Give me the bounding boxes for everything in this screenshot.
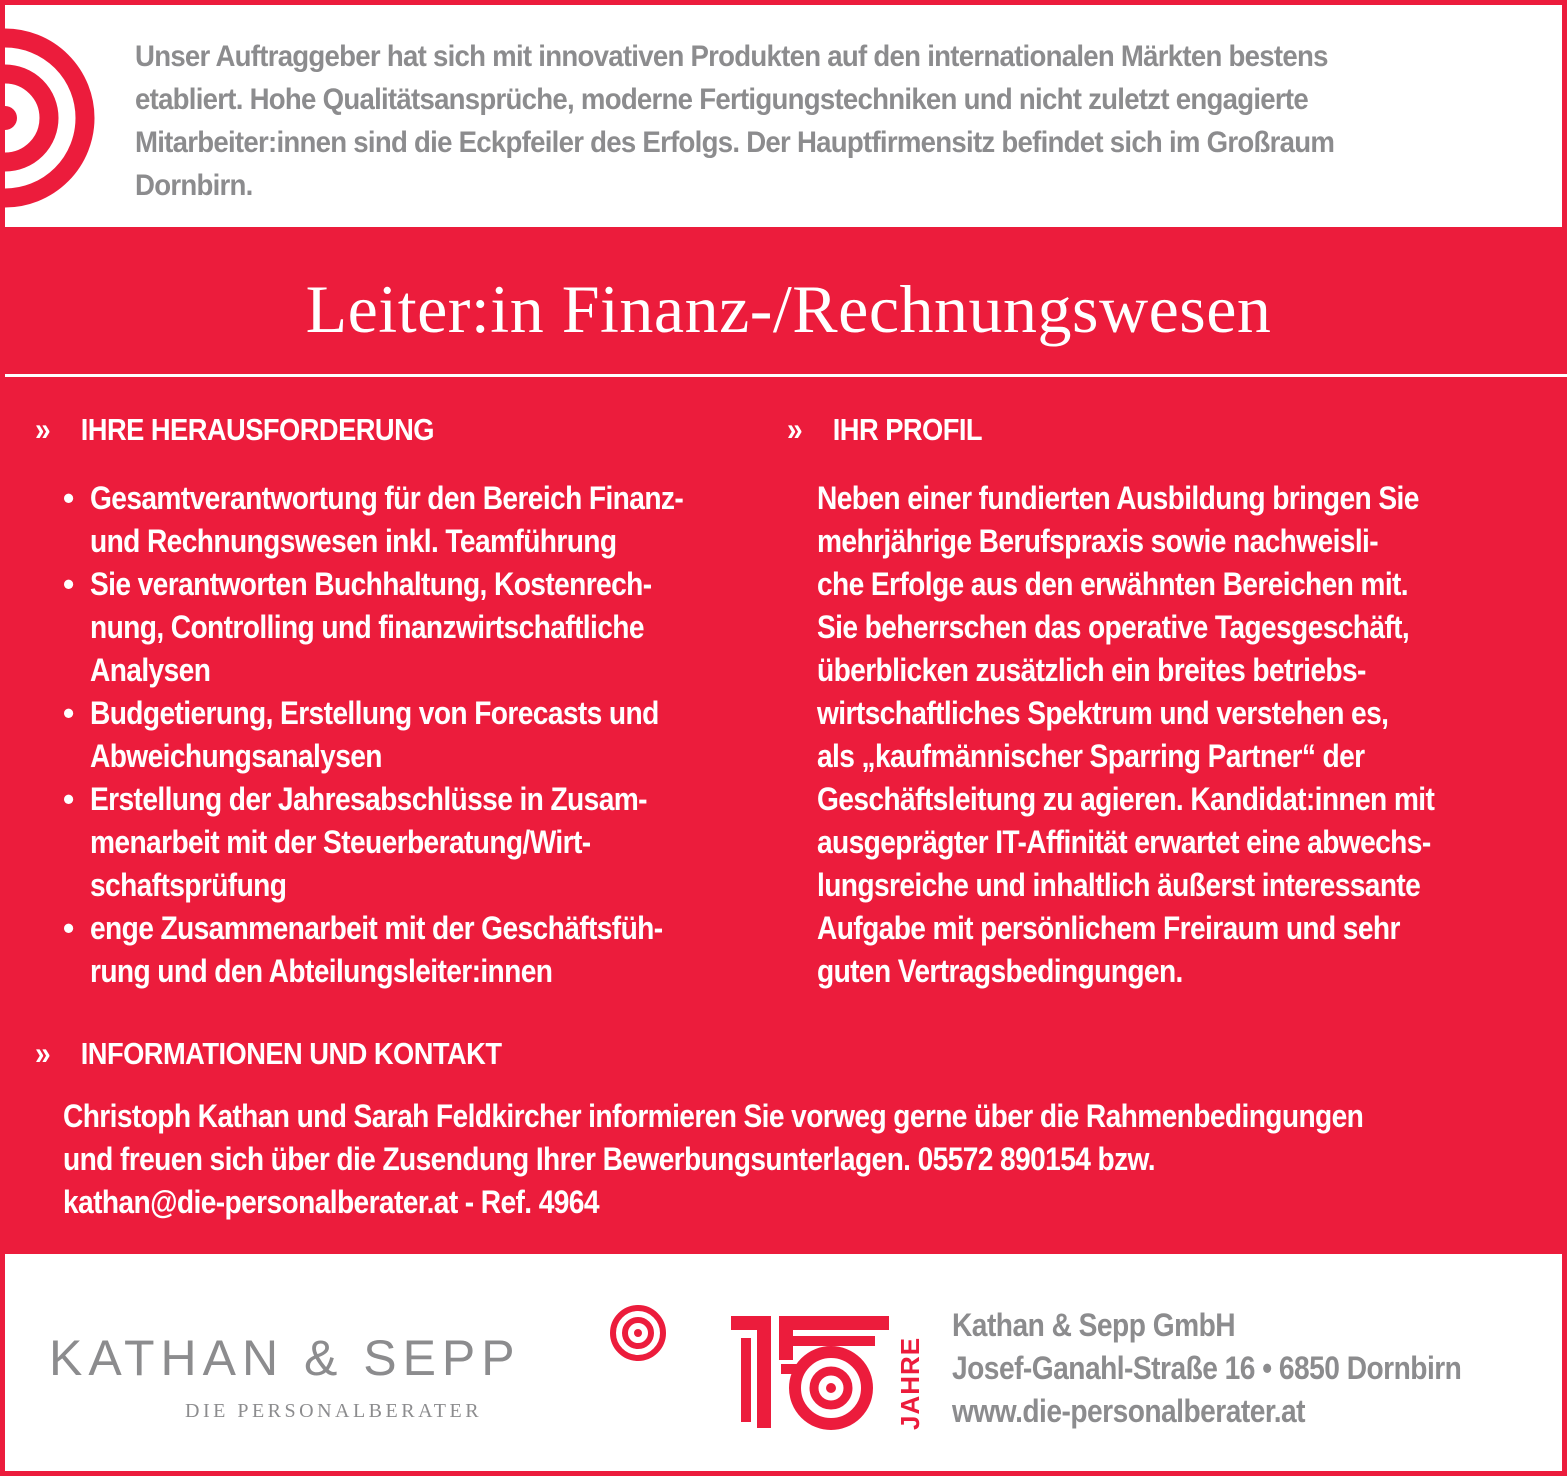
profile-line: ausgeprägter IT-Affinität erwartet eine abwechs- bbox=[817, 824, 1431, 860]
red-content-block bbox=[5, 227, 1567, 1254]
intro-text bbox=[135, 35, 1432, 207]
challenge-heading bbox=[35, 409, 434, 450]
profile-line: lungsreiche und inhaltlich äußerst interessante bbox=[817, 867, 1421, 903]
chevron-icon: » bbox=[35, 411, 51, 447]
contact-line: und freuen sich über die Zusendung Ihrer Bewerbungsunterlagen. 05572 890154 bzw. bbox=[63, 1141, 1156, 1177]
job-title: Leiter:in Finanz-/Rechnungswesen bbox=[305, 271, 1272, 347]
bullet-icon: • bbox=[63, 781, 74, 817]
intro-line: Dornbirn. bbox=[135, 169, 253, 202]
profile-line: überblicken zusätzlich ein breites betriebs- bbox=[817, 652, 1366, 688]
intro-line: etabliert. Hohe Qualitätsansprüche, moderne Fertigungstechniken und nicht zuletzt engagierte bbox=[135, 83, 1308, 116]
list-item-line: Erstellung der Jahresabschlüsse in Zusam- bbox=[90, 781, 647, 817]
anniversary-number-graphic bbox=[731, 1316, 889, 1428]
title-band bbox=[5, 227, 1567, 377]
intro-line: Mitarbeiter:innen sind die Eckpfeiler des Erfolgs. Der Hauptfirmensitz befindet sich im Großraum bbox=[135, 126, 1335, 159]
profile-text bbox=[817, 477, 1537, 993]
contact-heading bbox=[35, 1033, 501, 1074]
contact-line: Christoph Kathan und Sarah Feldkircher informieren Sie vorweg gerne über die Rahmenbedingungen bbox=[63, 1098, 1364, 1134]
address-line: Kathan & Sepp GmbH bbox=[952, 1307, 1236, 1343]
profile-line: als „kaufmännischer Sparring Partner“ der bbox=[817, 738, 1365, 774]
intro-section bbox=[5, 5, 1567, 227]
contact-heading-label: INFORMATIONEN UND KONTAKT bbox=[80, 1036, 502, 1071]
list-item-line: Analysen bbox=[90, 652, 211, 688]
profile-line: che Erfolge aus den erwähnten Bereichen mit. bbox=[817, 566, 1409, 602]
anniversary-word: JAHRE bbox=[895, 1336, 925, 1430]
footer bbox=[5, 1254, 1567, 1476]
profile-line: Geschäftsleitung zu agieren. Kandidat:innen mit bbox=[817, 781, 1435, 817]
company-logo-subtitle: DIE PERSONALBERATER bbox=[185, 1400, 483, 1422]
contact-line: kathan@die-personalberater.at - Ref. 4964 bbox=[63, 1184, 599, 1220]
bullet-icon: • bbox=[63, 480, 74, 516]
company-logo-name: KATHAN & SEPP bbox=[49, 1330, 521, 1386]
intro-line: Unser Auftraggeber hat sich mit innovativen Produkten auf den internationalen Märkten bestens bbox=[135, 40, 1328, 73]
profile-line: guten Vertragsbedingungen. bbox=[817, 953, 1183, 989]
list-item-line: Gesamtverantwortung für den Bereich Finanz- bbox=[90, 480, 684, 516]
list-item bbox=[63, 563, 823, 692]
challenge-heading-label: IHRE HERAUSFORDERUNG bbox=[80, 412, 434, 447]
list-item-line: schaftsprüfung bbox=[90, 867, 287, 903]
list-item-line: menarbeit mit der Steuerberatung/Wirt- bbox=[90, 824, 591, 860]
profile-heading-label: IHR PROFIL bbox=[832, 412, 983, 447]
list-item bbox=[63, 692, 823, 778]
list-item bbox=[63, 477, 823, 563]
website-link[interactable]: www.die-personalberater.at bbox=[952, 1393, 1305, 1429]
profile-line: Sie beherrschen das operative Tagesgeschäft, bbox=[817, 609, 1410, 645]
list-item bbox=[63, 778, 823, 907]
challenge-list bbox=[63, 477, 823, 993]
profile-line: wirtschaftliches Spektrum und verstehen es, bbox=[817, 695, 1389, 731]
target-logo-icon bbox=[5, 23, 100, 213]
profile-line: Neben einer fundierten Ausbildung bringen Sie bbox=[817, 480, 1419, 516]
contact-text bbox=[63, 1095, 1543, 1224]
list-item-line: Budgetierung, Erstellung von Forecasts und bbox=[90, 695, 659, 731]
bullet-icon: • bbox=[63, 566, 74, 602]
profile-line: Aufgabe mit persönlichem Freiraum und sehr bbox=[817, 910, 1400, 946]
chevron-icon: » bbox=[35, 1035, 51, 1071]
list-item-line: Abweichungsanalysen bbox=[90, 738, 382, 774]
company-address bbox=[952, 1304, 1531, 1433]
profile-heading bbox=[787, 409, 982, 450]
list-item-line: Sie verantworten Buchhaltung, Kostenrech- bbox=[90, 566, 652, 602]
address-line: Josef-Ganahl-Straße 16 • 6850 Dornbirn bbox=[952, 1350, 1462, 1386]
target-logo-icon bbox=[609, 1304, 667, 1362]
list-item-line: enge Zusammenarbeit mit der Geschäftsfüh- bbox=[90, 910, 663, 946]
bullet-icon: • bbox=[63, 695, 74, 731]
list-item-line: und Rechnungswesen inkl. Teamführung bbox=[90, 523, 617, 559]
bullet-icon: • bbox=[63, 910, 74, 946]
anniversary-15-years-logo bbox=[727, 1312, 927, 1432]
list-item-line: rung und den Abteilungsleiter:innen bbox=[90, 953, 553, 989]
chevron-icon: » bbox=[787, 411, 803, 447]
list-item bbox=[63, 907, 823, 993]
profile-line: mehrjährige Berufspraxis sowie nachweisli- bbox=[817, 523, 1379, 559]
list-item-line: nung, Controlling und finanzwirtschaftliche bbox=[90, 609, 644, 645]
